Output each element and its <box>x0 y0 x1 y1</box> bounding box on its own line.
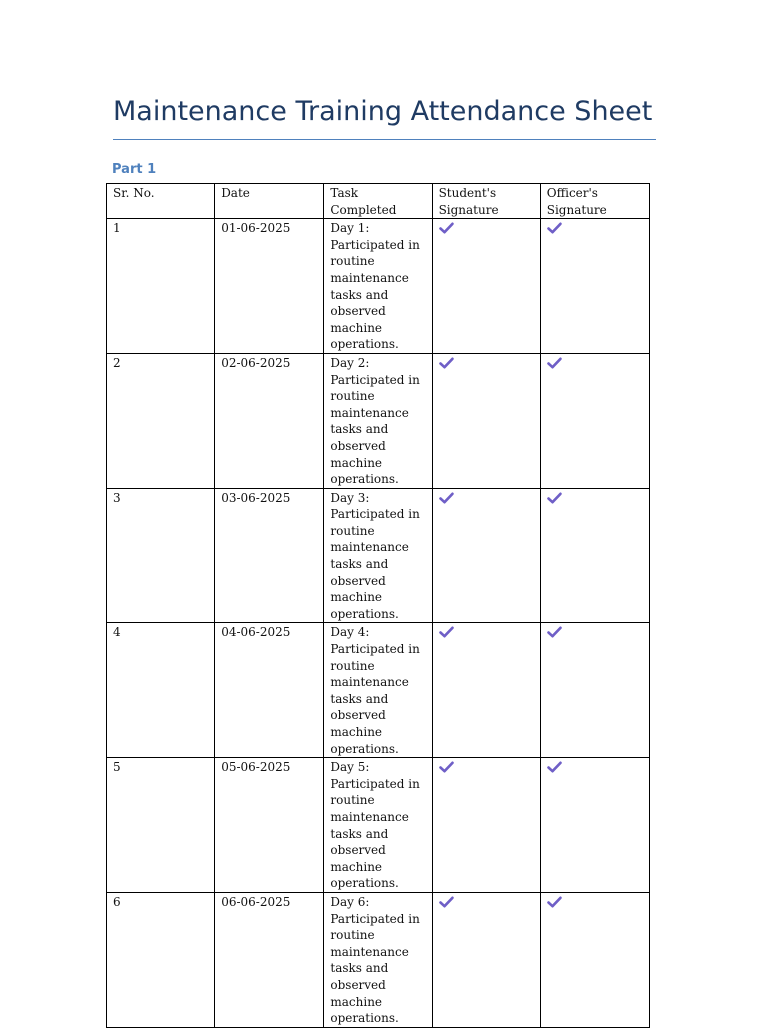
check-icon <box>547 357 562 369</box>
check-icon <box>439 222 454 234</box>
table-row <box>107 758 650 893</box>
header-task-completed: Task Completed <box>324 184 432 219</box>
title-underline <box>113 139 656 140</box>
cell-officer-signature <box>540 623 649 758</box>
cell-student-signature <box>432 353 540 488</box>
page-title: Maintenance Training Attendance Sheet <box>113 96 653 127</box>
check-icon <box>547 896 562 908</box>
cell-officer-signature <box>540 892 649 1027</box>
attendance-table-container <box>106 183 650 1026</box>
cell-student-signature <box>432 488 540 623</box>
table-row <box>107 892 650 1027</box>
cell-sr-no: 3 <box>107 488 215 623</box>
header-date: Date <box>215 184 324 219</box>
cell-date: 03-06-2025 <box>215 488 324 623</box>
cell-officer-signature <box>540 219 649 354</box>
check-icon <box>547 492 562 504</box>
cell-sr-no: 5 <box>107 758 215 893</box>
section-heading: Part 1 <box>112 162 157 177</box>
table-header-row <box>107 184 650 219</box>
cell-task-completed: Day 2: Participated in routine maintenance tasks and observed machine operations. <box>324 353 432 488</box>
cell-officer-signature <box>540 353 649 488</box>
check-icon <box>439 626 454 638</box>
check-icon <box>439 896 454 908</box>
cell-student-signature <box>432 758 540 893</box>
cell-sr-no: 4 <box>107 623 215 758</box>
cell-student-signature <box>432 892 540 1027</box>
check-icon <box>547 222 562 234</box>
cell-task-completed: Day 5: Participated in routine maintenance tasks and observed machine operations. <box>324 758 432 893</box>
cell-date: 01-06-2025 <box>215 219 324 354</box>
cell-task-completed: Day 6: Participated in routine maintenance tasks and observed machine operations. <box>324 892 432 1027</box>
header-sr-no: Sr. No. <box>107 184 215 219</box>
check-icon <box>439 492 454 504</box>
table-row <box>107 488 650 623</box>
check-icon <box>439 357 454 369</box>
header-officer-signature: Officer's Signature <box>540 184 649 219</box>
cell-officer-signature <box>540 488 649 623</box>
cell-sr-no: 2 <box>107 353 215 488</box>
cell-sr-no: 1 <box>107 219 215 354</box>
check-icon <box>547 761 562 773</box>
cell-date: 02-06-2025 <box>215 353 324 488</box>
cell-student-signature <box>432 219 540 354</box>
cell-sr-no: 6 <box>107 892 215 1027</box>
cell-student-signature <box>432 623 540 758</box>
table-body <box>107 219 650 1028</box>
cell-task-completed: Day 1: Participated in routine maintenance tasks and observed machine operations. <box>324 219 432 354</box>
check-icon <box>547 626 562 638</box>
cell-date: 05-06-2025 <box>215 758 324 893</box>
attendance-table <box>106 183 650 1028</box>
check-icon <box>439 761 454 773</box>
cell-task-completed: Day 4: Participated in routine maintenance tasks and observed machine operations. <box>324 623 432 758</box>
header-student-signature: Student's Signature <box>432 184 540 219</box>
table-row <box>107 623 650 758</box>
table-row <box>107 353 650 488</box>
table-row <box>107 219 650 354</box>
cell-task-completed: Day 3: Participated in routine maintenance tasks and observed machine operations. <box>324 488 432 623</box>
cell-date: 06-06-2025 <box>215 892 324 1027</box>
cell-officer-signature <box>540 758 649 893</box>
cell-date: 04-06-2025 <box>215 623 324 758</box>
